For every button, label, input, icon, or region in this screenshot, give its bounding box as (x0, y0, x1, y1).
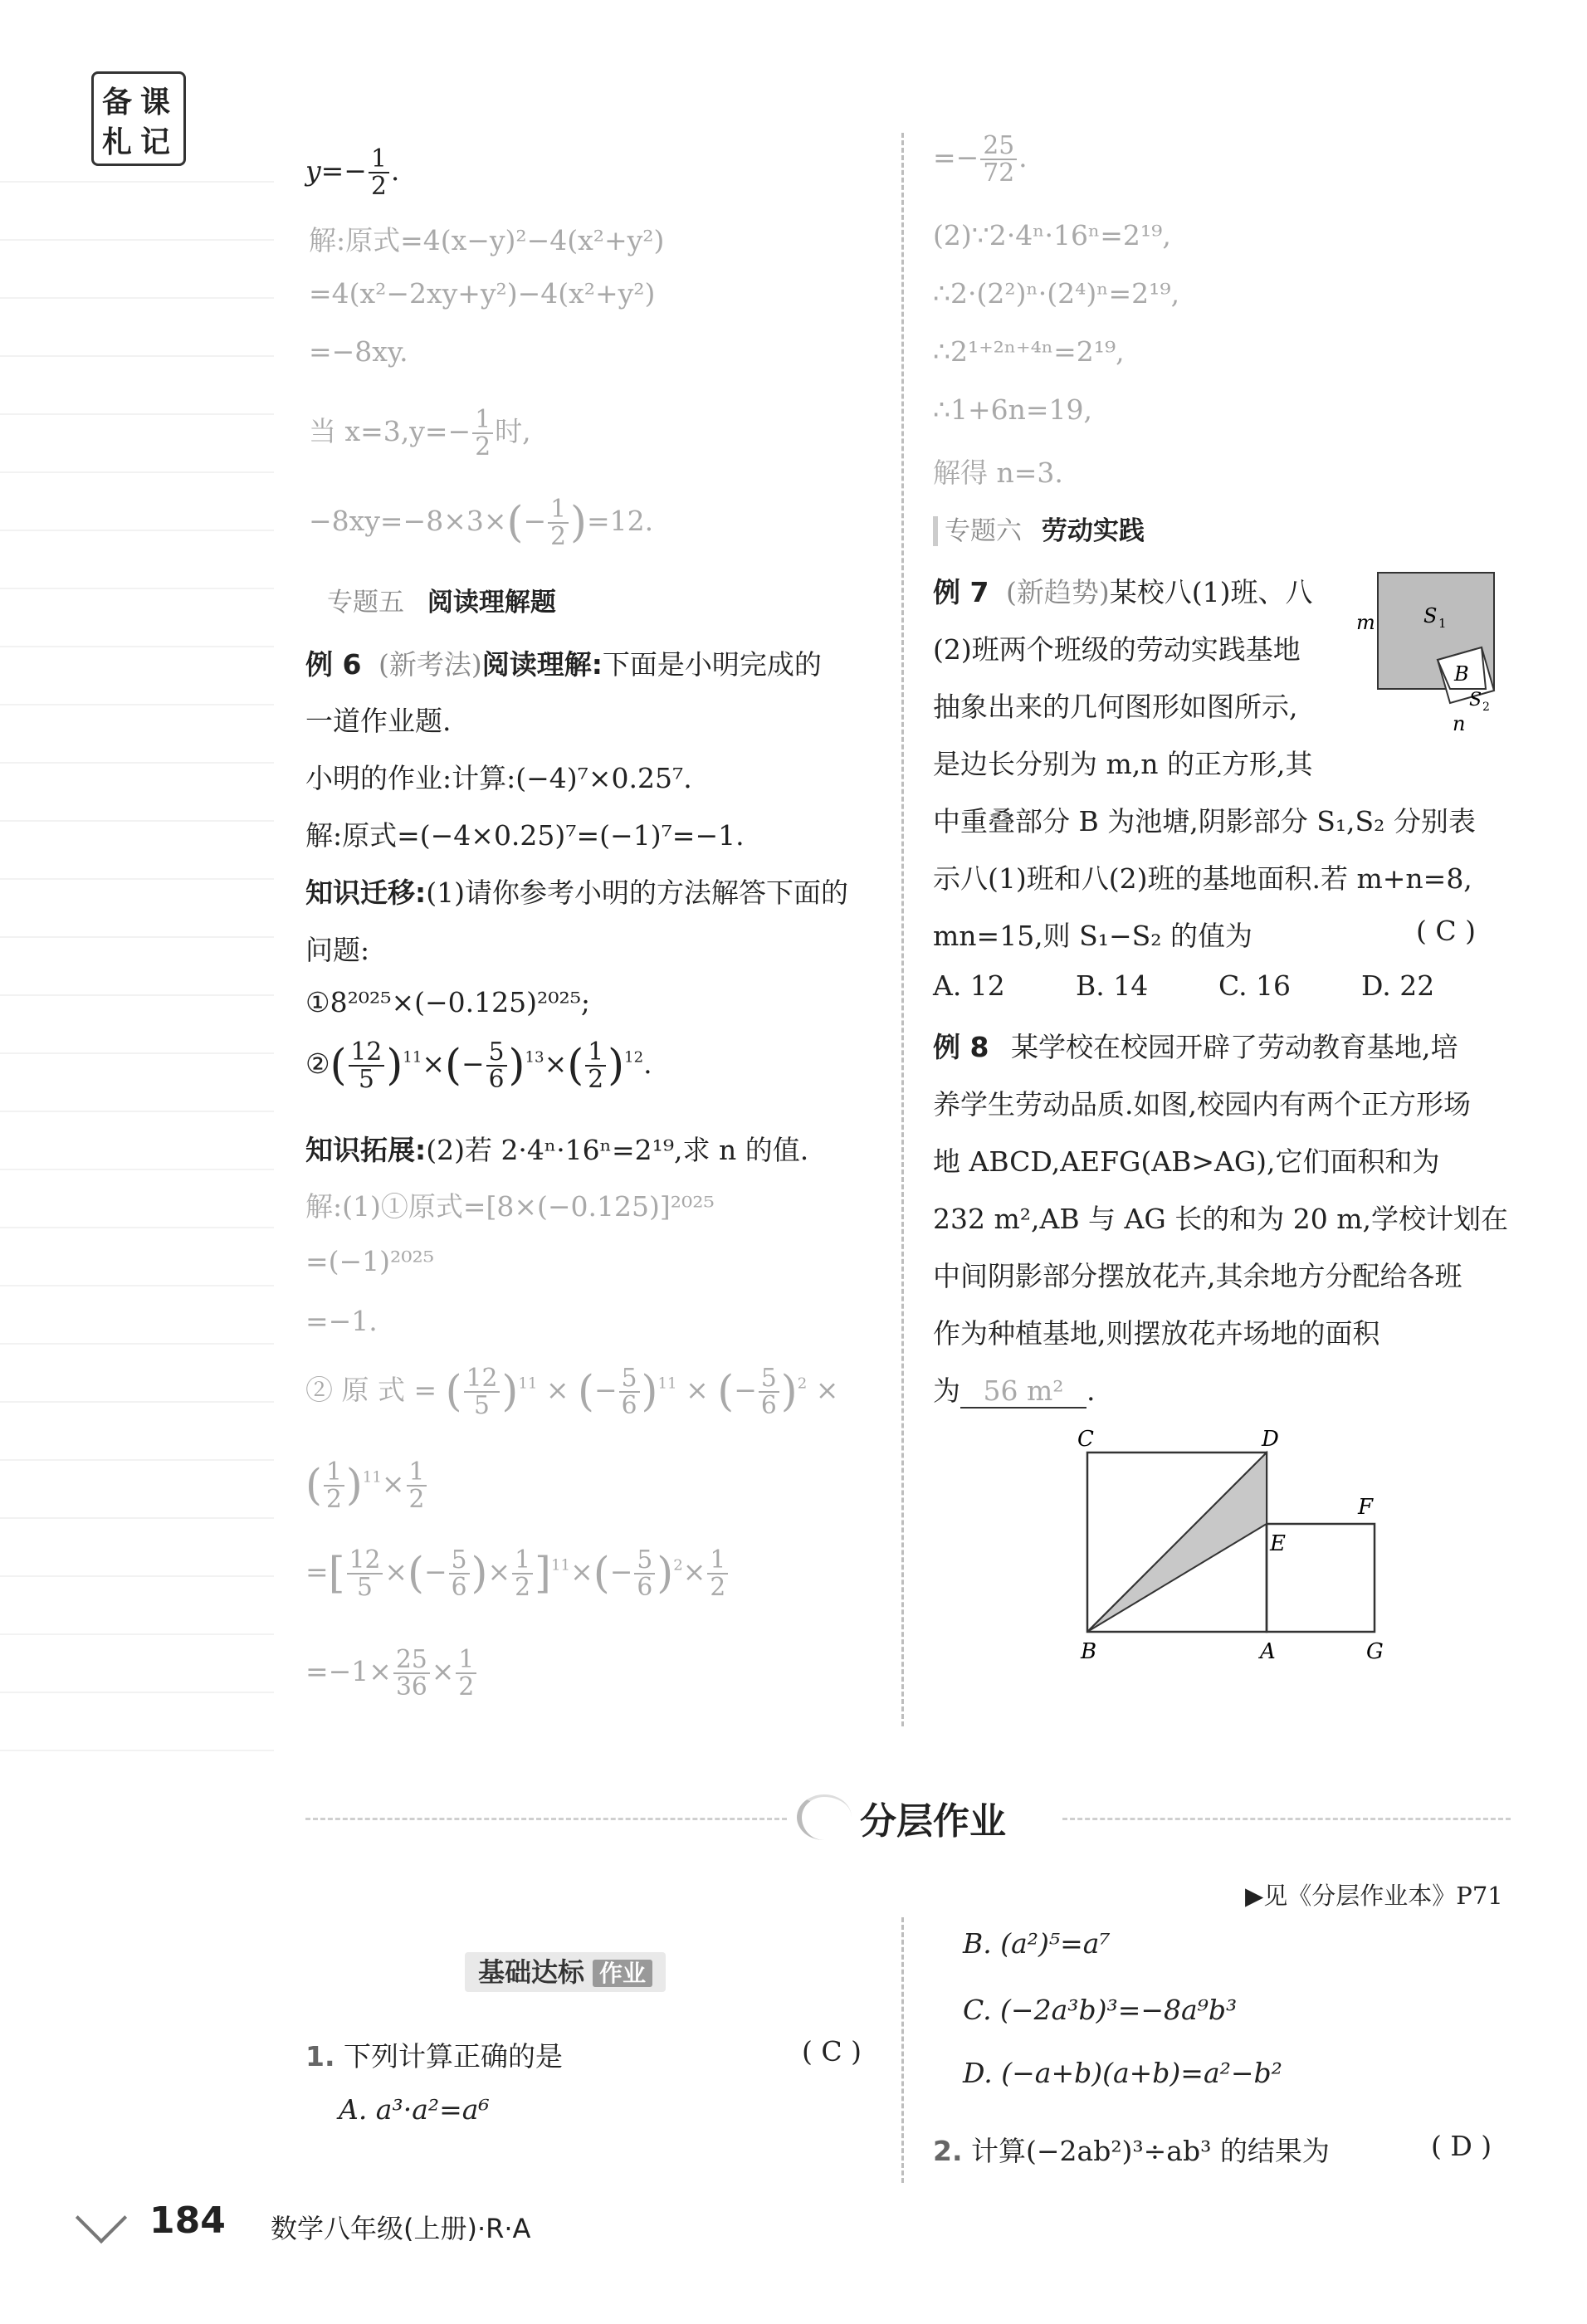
frac-den: 6 (760, 1391, 777, 1421)
paren: ( (717, 1367, 735, 1417)
text: 当 x=3,y=− (309, 415, 471, 448)
frac-den: 2 (370, 172, 387, 202)
frac-num: 1 (707, 1547, 728, 1575)
solution-line: −8xy=−8×3×(− $\frac{1}{2}$ )=12. (309, 495, 654, 552)
paren: ) (471, 1549, 488, 1599)
exponent: 2 (673, 1556, 683, 1575)
paren: ( (445, 1367, 462, 1417)
frac-num: 5 (486, 1039, 507, 1067)
text-line: 抽象出来的几何图形如图所示, (933, 691, 1298, 723)
solution-line: =4(x²−2xy+y²)−4(x²+y²) (309, 277, 656, 310)
fraction (407, 1457, 427, 1515)
fraction (634, 1545, 655, 1603)
text-line: 地 ABCD,AEFG(AB>AG),它们面积和为 (933, 1145, 1440, 1178)
text: 某校八(1)班、八 (1109, 576, 1313, 608)
fraction (324, 1457, 344, 1515)
label-d: D (1262, 1427, 1279, 1452)
var-y: y (305, 154, 321, 188)
eq-sign: =− (320, 154, 367, 188)
paren: ) (501, 1367, 519, 1417)
paren: ( (408, 1549, 424, 1599)
frac-num: 12 (349, 1039, 385, 1067)
example-6-line (305, 643, 822, 682)
fraction (512, 1545, 533, 1603)
text-line: 中间阴影部分摆放花卉,其余地方分配给各班 (933, 1260, 1462, 1292)
option-a: A. a³·a²=a⁶ (339, 2093, 490, 2126)
frac-num: 25 (393, 1647, 430, 1674)
margin-notes-area (0, 174, 274, 1751)
frac-den: 72 (983, 159, 1015, 188)
exponent: 13 (525, 1048, 544, 1067)
frac-num: 1 (548, 496, 569, 524)
frac-den: 5 (357, 1573, 373, 1603)
answer-bracket: ( C ) (1416, 915, 1476, 947)
paren: ) (657, 1549, 674, 1599)
text-line (305, 1129, 808, 1168)
basic-badge (465, 1952, 666, 1992)
label-s2: S (1469, 690, 1482, 710)
section-title: 分层作业 (860, 1800, 1006, 1843)
frac-den: 2 (550, 522, 566, 552)
period: . (390, 154, 400, 188)
fraction (472, 407, 493, 460)
option-a: A. 12 (933, 969, 1005, 1002)
example-label: 例 6 (305, 648, 362, 681)
frac-num: 12 (347, 1547, 383, 1575)
text-line: 问题: (305, 934, 370, 966)
example-tag: (新考法) (378, 648, 482, 681)
solution-line: ② 原 式 = ( $\frac{12}{5}$ )$^{11}$ × (− $\frac{5}{6}$ )$^{11}$ × (− $\frac{5}{6}$ )$^2$ × (305, 1364, 839, 1421)
paren: ( (445, 1041, 461, 1091)
label-a: A (1260, 1639, 1276, 1664)
paren: ) (345, 1461, 363, 1511)
topic-title: 阅读理解题 (427, 588, 556, 618)
question-number: 1. (305, 2040, 335, 2073)
text: =−1× (305, 1655, 392, 1688)
question-1 (305, 2035, 563, 2074)
text-line: ①8²⁰²⁵×(−0.125)²⁰²⁵; (305, 986, 591, 1018)
solution-line: =−1× $\frac{25}{36}$ × $\frac{1}{2}$ (305, 1647, 478, 1700)
footer-ornament-icon (76, 2192, 127, 2243)
paren: ( (305, 1461, 322, 1511)
bold-text: 知识迁移: (305, 876, 427, 909)
frac-num: 1 (369, 146, 389, 173)
frac-num: 5 (619, 1365, 640, 1393)
paren: ( (578, 1367, 594, 1417)
text-line (305, 872, 848, 911)
exponent: 11 (518, 1374, 538, 1393)
option-c: C. 16 (1218, 969, 1292, 1002)
text: 下面是小明完成的 (602, 648, 822, 681)
paren: ) (780, 1367, 798, 1417)
paren: ) (641, 1367, 658, 1417)
line-bd (1087, 1452, 1267, 1632)
label-e: E (1270, 1531, 1286, 1556)
label-n: n (1453, 712, 1466, 735)
text-line: 小明的作业:计算:(−4)⁷×0.25⁷. (305, 762, 692, 794)
column-divider (901, 133, 904, 1726)
text: −8xy=−8×3× (309, 505, 507, 538)
text-line: 一道作业题. (305, 705, 452, 737)
solution-line: ∴1+6n=19, (933, 393, 1093, 426)
label-b: B (1081, 1639, 1097, 1664)
exponent: 12 (624, 1048, 644, 1067)
solution-line: =−8xy. (309, 335, 408, 368)
frac-num: 1 (512, 1547, 533, 1575)
fraction (456, 1647, 476, 1700)
text: =12. (586, 505, 654, 538)
section-rule-right (1062, 1818, 1511, 1820)
frac-num: 1 (407, 1459, 427, 1487)
text-line: 232 m²,AB 与 AG 长的和为 20 m,学校计划在 (933, 1203, 1508, 1235)
column-divider-lower (901, 1917, 904, 2183)
example-7-line (933, 571, 1312, 610)
fraction (486, 1038, 507, 1095)
page-number: 184 (149, 2200, 226, 2242)
label-s1: S (1423, 604, 1438, 627)
fraction (585, 1038, 606, 1095)
label-s2-sub: 2 (1482, 701, 1490, 714)
text: =− (933, 141, 979, 174)
topic-label: 专题五 (327, 588, 404, 618)
option-c: C. (−2a³b)³=−8a⁹b³ (963, 1994, 1238, 2026)
frac-den: 5 (474, 1391, 490, 1421)
solution-line: =− $\frac{25}{72}$ . (933, 131, 1028, 188)
fraction (464, 1364, 501, 1421)
line-y-value (305, 144, 400, 202)
label-c: C (1077, 1427, 1094, 1452)
label-g: G (1366, 1639, 1384, 1664)
frac-num: 1 (324, 1459, 344, 1487)
circle-label: ② (305, 1047, 330, 1081)
label-b: B (1454, 662, 1469, 686)
frac-den: 2 (325, 1485, 342, 1515)
frac-num: 25 (980, 133, 1017, 160)
paren: ) (570, 498, 587, 548)
stamp-char: 札 (102, 125, 133, 159)
exponent: 2 (797, 1374, 808, 1393)
frac-num: 1 (585, 1039, 606, 1067)
figure-squares-overlap (1345, 564, 1560, 747)
section-rule-left (305, 1818, 787, 1820)
question-text: 下列计算正确的是 (344, 2040, 563, 2073)
text: ② 原 式 = (305, 1374, 437, 1407)
question-text: 计算(−2ab²)³÷ab³ 的结果为 (971, 2135, 1330, 2167)
solution-line: ∴2·(2²)ⁿ·(2⁴)ⁿ=2¹⁹, (933, 277, 1180, 310)
frac-num: 5 (449, 1547, 470, 1575)
frac-den: 2 (588, 1065, 604, 1095)
frac-den: 2 (475, 432, 491, 462)
badge-main: 基础达标 (478, 1956, 585, 1988)
paren: ) (508, 1041, 525, 1091)
paren: ] (535, 1549, 551, 1599)
text: 为 (933, 1374, 960, 1407)
fill-answer: 56 m² (960, 1374, 1086, 1409)
text: . (1086, 1374, 1096, 1407)
solution-line: ∴2¹⁺²ⁿ⁺⁴ⁿ=2¹⁹, (933, 335, 1125, 368)
solution-line: 解:原式=4(x−y)²−4(x²+y²) (309, 224, 665, 256)
text-line: 养学生劳动品质.如图,校园内有两个正方形场 (933, 1088, 1471, 1120)
paren: ( (506, 498, 524, 548)
exponent: 11 (403, 1048, 422, 1067)
exponent: 11 (551, 1556, 571, 1575)
text: 时, (495, 415, 531, 448)
topic-label: 专题六 (933, 516, 1022, 546)
frac-den: 6 (637, 1573, 653, 1603)
fraction (393, 1647, 430, 1700)
fraction (347, 1545, 383, 1603)
stamp-char: 课 (140, 85, 171, 120)
fraction (449, 1545, 470, 1603)
option-b: B. 14 (1076, 969, 1149, 1002)
stamp-char: 记 (140, 125, 171, 159)
figure-two-squares (1071, 1419, 1419, 1677)
text-line: mn=15,则 S₁−S₂ 的值为 (933, 920, 1253, 952)
frac-den: 2 (710, 1573, 726, 1603)
option-b: B. (a²)⁵=a⁷ (963, 1927, 1111, 1960)
section-swoosh-icon (797, 1794, 852, 1840)
question-2 (933, 2130, 1330, 2169)
text: 某学校在校园开辟了劳动教育基地,培 (1010, 1031, 1458, 1063)
fraction (369, 144, 389, 202)
solution-line: =−1. (305, 1305, 378, 1337)
question-number: 2. (933, 2135, 963, 2167)
label-s1-sub: 1 (1438, 616, 1447, 631)
solution-line: 解得 n=3. (933, 456, 1063, 489)
fraction (619, 1364, 640, 1421)
solution-line (309, 407, 531, 460)
paren: ) (386, 1041, 403, 1091)
exponent: 11 (362, 1468, 382, 1487)
topic-title: 劳动实践 (1041, 516, 1145, 546)
frac-num: 1 (456, 1647, 476, 1674)
topic5-heading (327, 581, 556, 618)
text-line: 解:原式=(−4×0.25)⁷=(−1)⁷=−1. (305, 819, 745, 852)
frac-den: 2 (515, 1573, 531, 1603)
example-label: 例 7 (933, 576, 989, 608)
frac-num: 5 (759, 1365, 779, 1393)
frac-den: 2 (458, 1672, 475, 1702)
frac-den: 36 (395, 1672, 427, 1702)
fraction (548, 495, 569, 552)
text-line (933, 1370, 1096, 1409)
paren: ) (608, 1041, 625, 1091)
option-d: D. (−a+b)(a+b)=a²−b² (963, 2057, 1282, 2089)
solution-line: =(−1)²⁰²⁵ (305, 1245, 434, 1277)
fraction (980, 133, 1017, 186)
example-label: 例 8 (933, 1031, 989, 1063)
fraction (759, 1364, 779, 1421)
solution-line: 解:(1)①原式=[8×(−0.125)]²⁰²⁵ (305, 1190, 715, 1223)
frac-num: 1 (472, 407, 493, 434)
paren: ( (330, 1041, 347, 1091)
solution-line: ( $\frac{1}{2}$ )$^{11}$× $\frac{1}{2}$ (305, 1459, 428, 1512)
frac-den: 6 (488, 1065, 505, 1095)
book-title: 数学八年级(上册)·R·A (271, 2213, 531, 2244)
stamp-char: 备 (102, 85, 133, 120)
topic6-heading (933, 510, 1145, 547)
section-reference: ▶见《分层作业本》P71 (1245, 1882, 1503, 1910)
paren: [ (328, 1549, 345, 1599)
label-f: F (1358, 1495, 1374, 1520)
frac-num: 5 (634, 1547, 655, 1575)
answer-bracket: ( D ) (1431, 2130, 1492, 2162)
corner-stamp (91, 71, 186, 166)
badge-tag: 作业 (593, 1960, 652, 1987)
frac-num: 12 (464, 1365, 501, 1393)
paren: ( (593, 1549, 610, 1599)
text-line: (2)班两个班级的劳动实践基地 (933, 633, 1301, 666)
frac-den: 6 (621, 1391, 637, 1421)
answer-bracket: ( C ) (802, 2035, 862, 2068)
question-2-expression: ②( $\frac{12}{5}$ )$^{11}$×(− $\frac{5}{6}$ )$^{13}$×( $\frac{1}{2}$ )$^{12}$. (305, 1038, 652, 1095)
option-d: D. 22 (1361, 969, 1435, 1002)
solution-line: =[ $\frac{12}{5}$ ×(− $\frac{5}{6}$ )× $\frac{1}{2}$ ]$^{11}$×(− $\frac{5}{6}$ )$^2$× $\frac{1}{2}$ (305, 1547, 730, 1600)
frac-den: 2 (408, 1485, 425, 1515)
text-line: 作为种植基地,则摆放花卉场地的面积 (933, 1317, 1380, 1350)
frac-den: 6 (451, 1573, 467, 1603)
text-line: 示八(1)班和八(2)班的基地面积.若 m+n=8, (933, 862, 1472, 895)
bold-text: 知识拓展: (305, 1134, 427, 1166)
example-8-line (933, 1026, 1458, 1065)
frac-den: 5 (358, 1065, 374, 1095)
text-line: 是边长分别为 m,n 的正方形,其 (933, 748, 1313, 780)
text: (1)请你参考小明的方法解答下面的 (426, 876, 848, 909)
fraction (349, 1038, 385, 1095)
example-tag: (新趋势) (1005, 576, 1110, 608)
exponent: 11 (657, 1374, 677, 1393)
fraction (707, 1545, 728, 1603)
bold-text: 阅读理解: (481, 648, 603, 681)
text: (2)若 2·4ⁿ·16ⁿ=2¹⁹,求 n 的值. (426, 1134, 809, 1166)
paren: ( (567, 1041, 584, 1091)
solution-line: (2)∵2·4ⁿ·16ⁿ=2¹⁹, (933, 219, 1171, 251)
text-line: 中重叠部分 B 为池塘,阴影部分 S₁,S₂ 分别表 (933, 805, 1476, 837)
label-m: m (1356, 611, 1375, 634)
